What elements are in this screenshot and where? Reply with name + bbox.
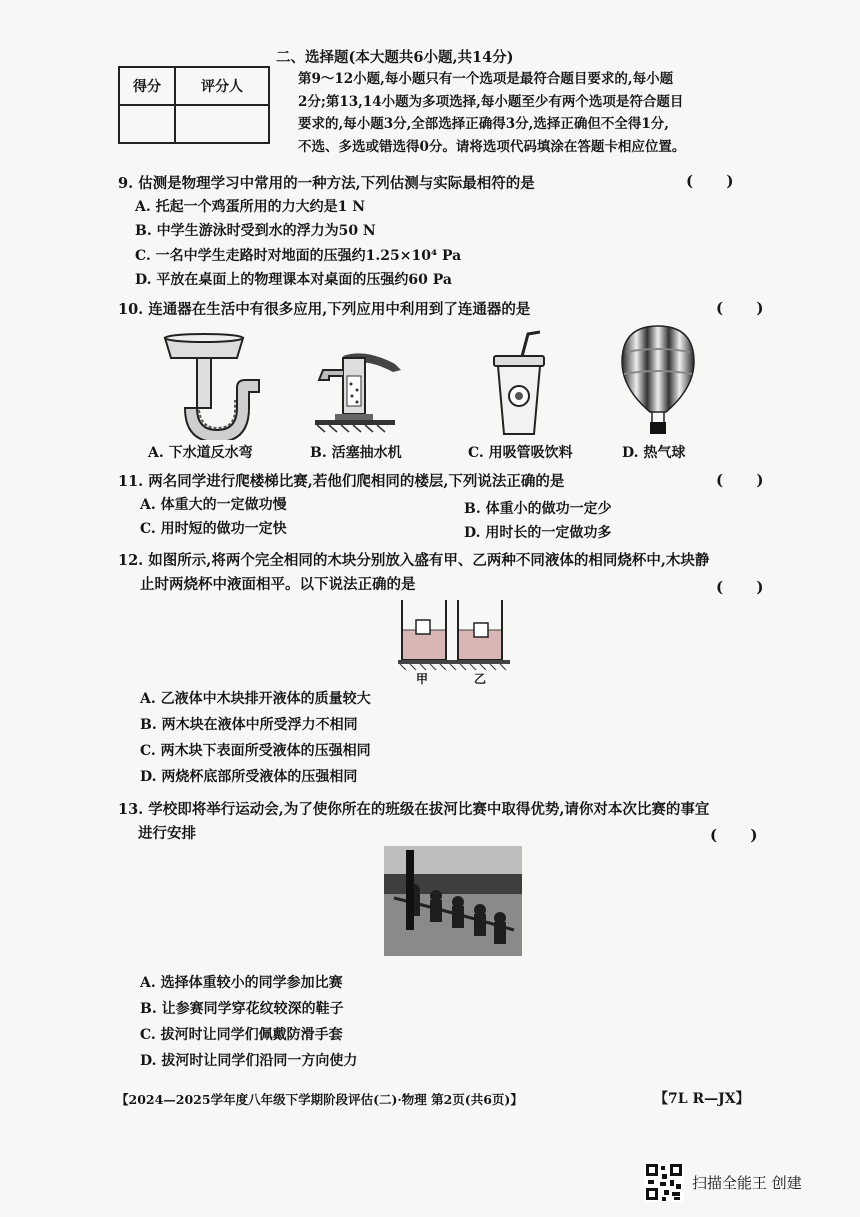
q11-option-d: D. 用时长的一定做功多 — [464, 525, 612, 541]
grader-cell — [175, 105, 269, 143]
q11-option-c: C. 用时短的做功一定快 — [140, 521, 287, 537]
q9-answer-paren[interactable]: ( ) — [686, 172, 748, 190]
q10-stem: 10. 连通器在生活中有很多应用,下列应用中利用到了连通器的是 — [118, 301, 531, 318]
tug-of-war-photo — [384, 846, 522, 956]
q13-stem-line2: 进行安排 — [138, 825, 196, 842]
q9-option-c: C. 一名中学生走路时对地面的压强约1.25×10⁴ Pa — [135, 248, 462, 264]
q13-option-a: A. 选择体重较小的同学参加比赛 — [140, 975, 343, 991]
footer-exam-info: 【2024—2025学年度八年级下学期阶段评估(二)·物理 第2页(共6页)】 — [116, 1092, 523, 1107]
q9-option-d: D. 平放在桌面上的物理课本对桌面的压强约60 Pa — [135, 272, 452, 288]
q12-option-d: D. 两烧杯底部所受液体的压强相同 — [140, 769, 358, 785]
q13-option-d: D. 拔河时让同学们沿同一方向使力 — [140, 1053, 358, 1069]
grader-label: 评分人 — [175, 67, 269, 105]
q10-option-a: A. 下水道反水弯 — [148, 445, 253, 461]
q12-option-c: C. 两木块下表面所受液体的压强相同 — [140, 743, 371, 759]
q12-option-a: A. 乙液体中木块排开液体的质量较大 — [140, 691, 371, 707]
q13-option-c: C. 拔河时让同学们佩戴防滑手套 — [140, 1027, 343, 1043]
q11-option-a: A. 体重大的一定做功慢 — [140, 497, 287, 513]
beaker-label-yi: 乙 — [474, 672, 487, 686]
q11-answer-paren[interactable]: ( ) — [716, 471, 778, 489]
section-desc-line: 要求的,每小题3分,全部选择正确得3分,选择正确但不全得1分, — [298, 116, 669, 132]
score-table — [118, 66, 270, 144]
q11-stem: 11. 两名同学进行爬楼梯比赛,若他们爬相同的楼层,下列说法正确的是 — [118, 473, 565, 490]
q10-option-b: B. 活塞抽水机 — [310, 445, 402, 461]
score-label: 得分 — [119, 67, 175, 105]
drink-cup-straw-figure — [490, 330, 554, 440]
q12-stem-line1: 12. 如图所示,将两个完全相同的木块分别放入盛有甲、乙两种不同液体的相同烧杯中,木块静 — [118, 552, 710, 569]
score-cell — [119, 105, 175, 143]
q13-option-b: B. 让参赛同学穿花纹较深的鞋子 — [140, 1001, 344, 1017]
qr-code-icon — [644, 1162, 684, 1202]
section-desc-line: 不选、多选或错选得0分。请将选项代码填涂在答题卡相应位置。 — [298, 138, 686, 155]
piston-pump-figure — [305, 336, 415, 436]
q10-answer-paren[interactable]: ( ) — [716, 299, 778, 317]
scanner-watermark: 扫描全能王 创建 — [692, 1174, 802, 1192]
q13-stem-line1: 13. 学校即将举行运动会,为了使你所在的班级在拔河比赛中取得优势,请你对本次比赛的事宜 — [118, 801, 710, 818]
q12-stem-line2: 止时两烧杯中液面相平。以下说法正确的是 — [140, 576, 416, 593]
q11-option-b: B. 体重小的做功一定少 — [464, 501, 612, 517]
section-desc-line: 2分;第13,14小题为多项选择,每小题至少有两个选项是符合题目 — [298, 93, 684, 110]
beaker-label-jia: 甲 — [416, 672, 429, 686]
footer-code: 【7L R—JX】 — [654, 1091, 750, 1107]
q13-answer-paren[interactable]: ( ) — [710, 826, 772, 844]
q10-option-d: D. 热气球 — [622, 445, 686, 461]
q12-option-b: B. 两木块在液体中所受浮力不相同 — [140, 717, 358, 733]
q9-option-a: A. 托起一个鸡蛋所用的力大约是1 N — [135, 199, 366, 215]
section-title: 二、选择题(本大题共6小题,共14分) — [276, 49, 514, 66]
beakers-figure — [396, 598, 514, 678]
section-description — [298, 68, 860, 158]
q10-option-c: C. 用吸管吸饮料 — [468, 445, 573, 461]
q12-answer-paren[interactable]: ( ) — [716, 578, 778, 596]
sink-trap-figure — [155, 330, 265, 440]
hot-air-balloon-figure — [618, 322, 698, 440]
section-desc-line: 第9～12小题,每小题只有一个选项是最符合题目要求的,每小题 — [298, 71, 674, 87]
q9-option-b: B. 中学生游泳时受到水的浮力为50 N — [135, 223, 376, 239]
q9-stem: 9. 估测是物理学习中常用的一种方法,下列估测与实际最相符的是 — [118, 175, 535, 192]
